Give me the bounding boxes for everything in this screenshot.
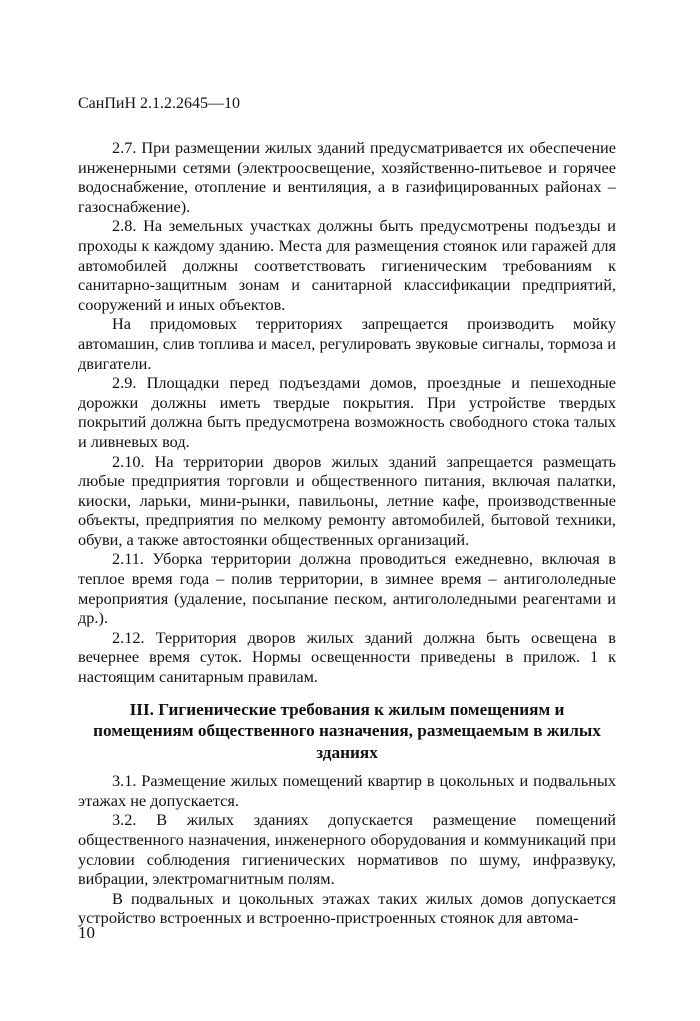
body-text: [78, 138, 616, 928]
paragraph-2-8: 2.8. На земельных участках должны быть предусмотрены подъезды и проходы к каждому зданию. Места для размещения стоянок или гаражей для автомобилей должны соответствовать гигиеническим требованиям к санитарно-защитным зонам и санитарной классификации предприятий, сооружений и иных объектов.: [78, 216, 616, 314]
paragraph-2-8-continued: На придомовых территориях запрещается производить мойку автомашин, слив топлива и масел, регулировать звуковые сигналы, тормоза и двигатели.: [78, 314, 616, 373]
paragraph-2-9: 2.9. Площадки перед подъездами домов, проездные и пешеходные дорожки должны иметь твердые покрытия. При устройстве твердых покрытий должна быть предусмотрена возможность свободного стока талых и ливневых вод.: [78, 373, 616, 451]
section-heading: III. Гигиенические требования к жилым помещениям и помещениям общественного назначения, размещаемым в жилых зданиях: [93, 699, 601, 762]
paragraph-3-2-continued: В подвальных и цокольных этажах таких жилых домов допускается устройство встроенных и встроенно-пристроенных стоянок для автома-: [78, 888, 616, 928]
paragraph-2-10: 2.10. На территории дворов жилых зданий запрещается размещать любые предприятия торговли и общественного питания, включая палатки, киоски, ларьки, мини-рынки, павильоны, летние кафе, производственные объекты, предприятия по мелкому ремонту автомобилей, бытовой техники, обуви, а также автостоянки общественных организаций.: [78, 451, 616, 549]
paragraph-2-12: 2.12. Территория дворов жилых зданий должна быть освещена в вечернее время суток. Нормы освещенности приведены в прилож. 1 к настоящим санитарным правилам.: [78, 627, 616, 687]
paragraph-3-1: 3.1. Размещение жилых помещений квартир в цокольных и подвальных этажах не допускается.: [78, 771, 616, 810]
running-head: СанПиН 2.1.2.2645—10: [78, 95, 241, 112]
paragraph-3-2: 3.2. В жилых зданиях допускается размещение помещений общественного назначения, инженерного оборудования и коммуникаций при условии соблюдения гигиенических нормативов по шуму, инфразвуку, вибрации, электромагнитным полям.: [78, 810, 616, 889]
paragraph-2-7: 2.7. При размещении жилых зданий предусматривается их обеспечение инженерными сетями (электроосвещение, хозяйственно-питьевое и горячее водоснабжение, отопление и вентиляция, а в газифицированных районах – газоснабжение).: [78, 138, 616, 216]
page-number: 10: [78, 923, 95, 942]
document-page: [78, 0, 616, 1021]
paragraph-2-11: 2.11. Уборка территории должна проводиться ежедневно, включая в теплое время года – полив территории, в зимнее время – антигололедные мероприятия (удаление, посыпание песком, антигололедными реагентами и др.).: [78, 549, 616, 628]
